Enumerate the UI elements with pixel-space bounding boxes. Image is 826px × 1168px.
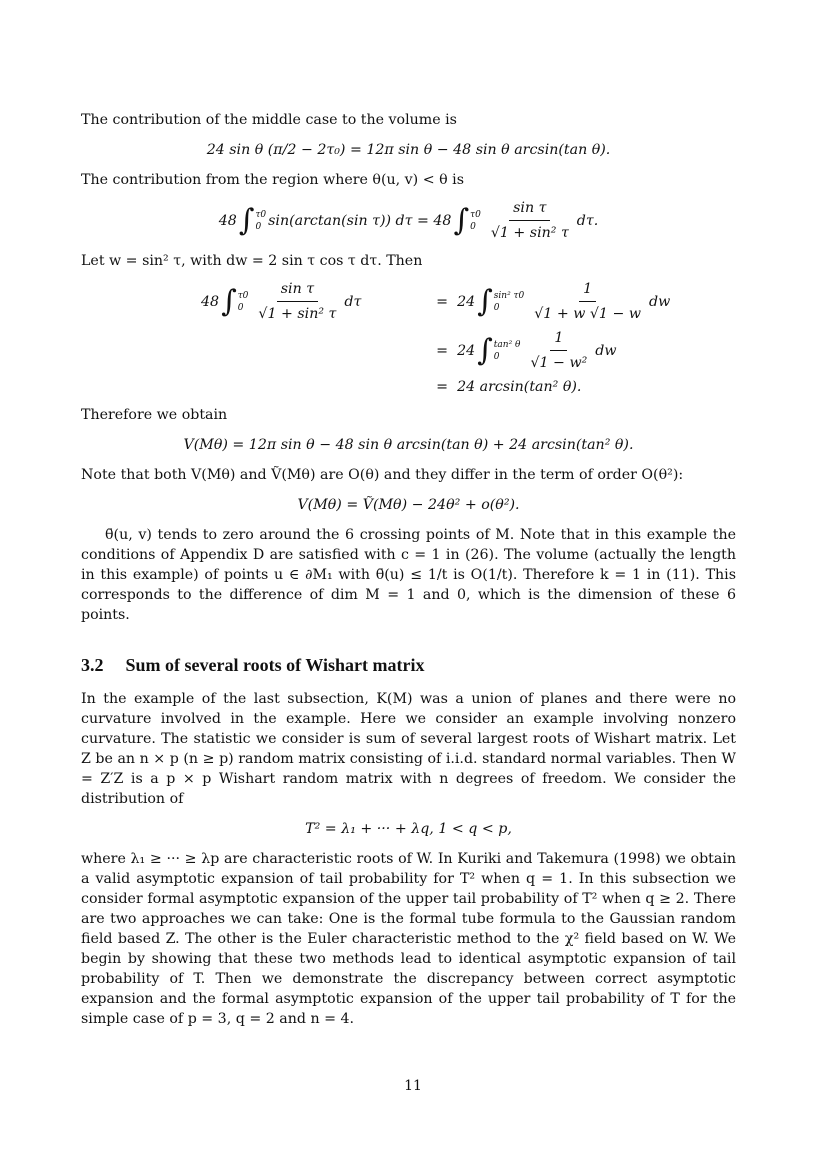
eq3-lhs (201, 279, 427, 324)
eq3-rhs2-tail: dw (595, 342, 617, 359)
integral-sign-icon: ∫ (221, 283, 237, 319)
eq3-rhs1-coefficient: 24 (457, 293, 476, 310)
eq3-rhs1-numerator: 1 (579, 279, 596, 302)
eq2-int2-lower: 0 (470, 221, 476, 232)
eq3-rhs2-upper: tan² θ (493, 339, 521, 350)
equation-3-aligned (201, 279, 736, 397)
eq2-integral-2 (453, 202, 481, 238)
eq3-lhs-tail: dτ (344, 293, 362, 310)
section-heading (81, 655, 736, 675)
eq2-int1-upper: τ0 (255, 209, 267, 220)
eq3-rhs2-integral (477, 332, 521, 368)
eq3-rhs2-fraction (526, 328, 591, 373)
eq3-rhs2-lower: 0 (493, 351, 500, 362)
eq3-equals-1: = (436, 293, 449, 310)
eq2-numerator: sin τ (509, 198, 550, 221)
page-body (81, 110, 736, 1029)
eq3-rhs-1 (457, 279, 736, 324)
eq3-blank-2 (201, 377, 427, 397)
page-number: 11 (404, 1078, 422, 1094)
paragraph-4: Therefore we obtain (81, 407, 228, 423)
eq3-lhs-lower: 0 (237, 302, 244, 313)
eq3-rhs1-tail: dw (649, 293, 671, 310)
equation-6: T² = λ₁ + ··· + λq, 1 < q < p, (305, 821, 512, 837)
eq3-equals-2: = (436, 342, 449, 359)
eq3-lhs-integral (221, 283, 249, 319)
paragraph-1: The contribution of the middle case to the volume is (81, 112, 457, 128)
section-number: 3.2 (81, 655, 104, 675)
paragraph-3: Let w = sin² τ, with dw = 2 sin τ cos τ dτ. Then (81, 253, 423, 269)
eq3-lhs-denominator: √1 + sin² τ (258, 306, 337, 322)
equation-1: 24 sin θ (π/2 − 2τ₀) = 12π sin θ − 48 sin θ arcsin(tan θ). (206, 142, 611, 158)
eq2-tail: dτ. (576, 212, 599, 229)
eq3-equals-3: = (436, 379, 449, 395)
paragraph-8: where λ₁ ≥ ··· ≥ λp are characteristic roots of W. In Kuriki and Takemura (1998) we obtain a valid asymptotic expansion of tail probability for T² when q = 1. In this subsection we consider formal asymptotic expansion of the upper tail probability of T² when q ≥ 2. There are two approaches we can take: One is the formal tube formula to the Gaussian random field based Z. The other is the Euler characteristic method to the χ² field based on W. We begin by showing that these two methods lead to identical asymptotic expansion of tail probability of T. Then we demonstrate the discrepancy between correct asymptotic expansion and the formal asymptotic expansion of the upper tail probability of T for the simple case of p = 3, q = 2 and n = 4. (81, 851, 736, 1027)
eq3-rhs2-coefficient: 24 (457, 342, 476, 359)
eq2-integrand-1: sin(arctan(sin τ)) dτ = 48 (268, 212, 452, 229)
eq3-rhs-2 (457, 328, 736, 373)
eq3-rhs-3: 24 arcsin(tan² θ). (457, 379, 582, 395)
eq2-integral-1 (238, 202, 267, 238)
eq3-rhs1-integral (477, 283, 525, 319)
section-title: Sum of several roots of Wishart matrix (125, 655, 425, 675)
equation-5: V(Mθ) = Ṽ(Mθ) − 24θ² + o(θ²). (297, 497, 520, 513)
eq3-blank-1 (201, 328, 427, 373)
eq2-int1-lower: 0 (255, 221, 262, 232)
eq3-rhs1-denominator: √1 + w √1 − w (534, 306, 642, 322)
paragraph-5: Note that both V(Mθ) and Ṽ(Mθ) are O(θ) and they differ in the term of order O(θ²): (81, 467, 684, 483)
equation-2 (81, 198, 736, 243)
eq3-rhs2-denominator: √1 − w² (530, 355, 588, 371)
integral-sign-icon: ∫ (477, 332, 493, 368)
paragraph-7: In the example of the last subsection, K(M) was a union of planes and there were no curvature involved in the example. Here we consider an example involving nonzero curvature. The statistic we consider is sum of several largest roots of Wishart matrix. Let Z be an n × p (n ≥ p) random matrix consisting of i.i.d. standard normal variables. Then W = Z′Z is a p × p Wishart random matrix with n degrees of freedom. We consider the distribution of (81, 691, 736, 807)
eq3-lhs-upper: τ0 (237, 290, 249, 301)
eq3-rhs1-fraction (530, 279, 645, 324)
equation-4: V(Mθ) = 12π sin θ − 48 sin θ arcsin(tan θ) + 24 arcsin(tan² θ). (183, 437, 634, 453)
eq2-coefficient: 48 (218, 212, 237, 229)
paragraph-2: The contribution from the region where θ(u, v) < θ is (81, 172, 464, 188)
eq2-denominator: √1 + sin² τ (490, 225, 569, 241)
integral-sign-icon: ∫ (238, 202, 255, 238)
eq3-lhs-numerator: sin τ (277, 279, 318, 302)
eq3-lhs-fraction (254, 279, 340, 324)
eq2-fraction (487, 198, 573, 243)
integral-sign-icon: ∫ (477, 283, 493, 319)
eq3-rhs1-lower: 0 (493, 302, 500, 313)
eq3-lhs-coefficient: 48 (201, 293, 220, 310)
eq3-rhs2-numerator: 1 (550, 328, 567, 351)
integral-sign-icon: ∫ (453, 202, 470, 238)
eq3-rhs1-upper: sin² τ0 (493, 290, 525, 301)
paragraph-6: θ̄(u, v) tends to zero around the 6 crossing points of M. Note that in this example the conditions of Appendix D are satisfied with c = 1 in (26). The volume (actually the length in this example) of points u ∈ ∂M₁ with θ̄(u) ≤ 1/t is O(1/t). Therefore k = 1 in (11). This corresponds to the difference of dim M = 1 and 0, which is the dimension of these 6 points. (81, 527, 736, 623)
eq2-int2-upper: τ0 (470, 209, 481, 220)
